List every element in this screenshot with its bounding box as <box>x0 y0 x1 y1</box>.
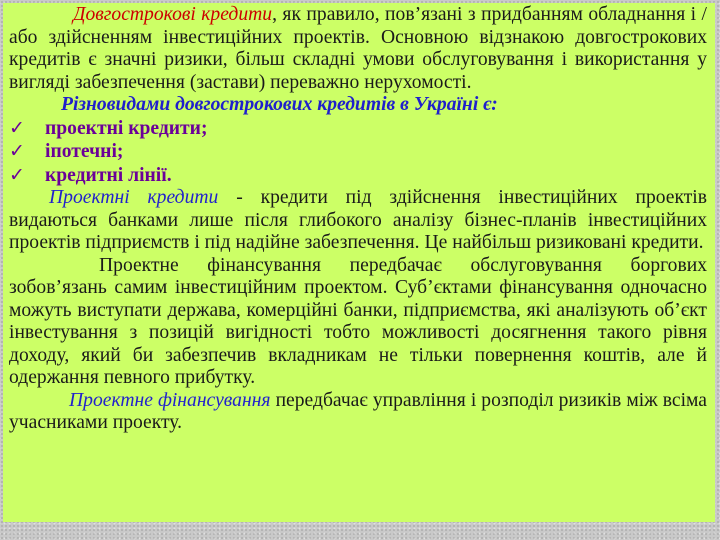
list-item <box>9 117 707 141</box>
paragraph-long-term-credits-text: , як правило, пов’язані з придбанням обладнання і / або здійсненням інвестиційних проектів. Основною відзнакою довгострокових кредитів є значні ризики, більш складні умови обслуговування і використання у вигляді забезпечення (застави) переважно нерухомості. <box>9 4 708 93</box>
checkmark-icon: ✓ <box>9 116 25 139</box>
checkmark-icon: ✓ <box>9 163 25 186</box>
term-project-credits: Проектні кредити <box>49 187 219 208</box>
checkmark-icon: ✓ <box>9 140 25 162</box>
paragraph-risk-distribution-text: передбачає управління і розподіл ризиків між всіма учасниками проекту. <box>9 389 707 433</box>
credit-types-list <box>9 117 707 188</box>
list-item-label: іпотечні; <box>45 141 124 162</box>
paragraph-project-financing-text: Проектне фінансування передбачає обслуговування боргових зобов’язань самим інвестиційним проектом. Суб’єктами фінансування одночасно можуть виступати держава, комерційні банки, підприємства, які аналізують об’єкт інвестування з позицій вигідності тобто можливості досягнення такого рівня доходу, який би забезпечив вкладникам не тільки повернення коштів, але й одержання певного прибутку. <box>9 254 707 388</box>
slide-panel <box>3 3 715 522</box>
subheading-credit-types <box>9 94 707 117</box>
term-long-term-credits: Довгострокові кредити <box>73 4 273 25</box>
list-item-label: кредитні лінії. <box>45 164 172 186</box>
list-item <box>9 164 707 188</box>
paragraph-project-credits-text: - кредити під здійснення інвестиційних проектів видаються банками лише після глибокого аналізу бізнес-планів інвестиційних проектів підприємств і під надійне забезпечення. Це найбільш ризиковані кредити. <box>9 187 707 253</box>
paragraph-project-financing <box>9 255 707 390</box>
list-item-label: проектні кредити; <box>45 117 208 139</box>
subheading-text: Різновидами довгострокових кредитів в Україні є: <box>61 94 498 115</box>
paragraph-project-credits <box>9 187 707 255</box>
paragraph-long-term-credits <box>9 4 707 94</box>
paragraph-risk-distribution <box>9 390 707 435</box>
term-project-financing: Проектне фінансування <box>69 389 271 411</box>
list-item <box>9 140 707 164</box>
